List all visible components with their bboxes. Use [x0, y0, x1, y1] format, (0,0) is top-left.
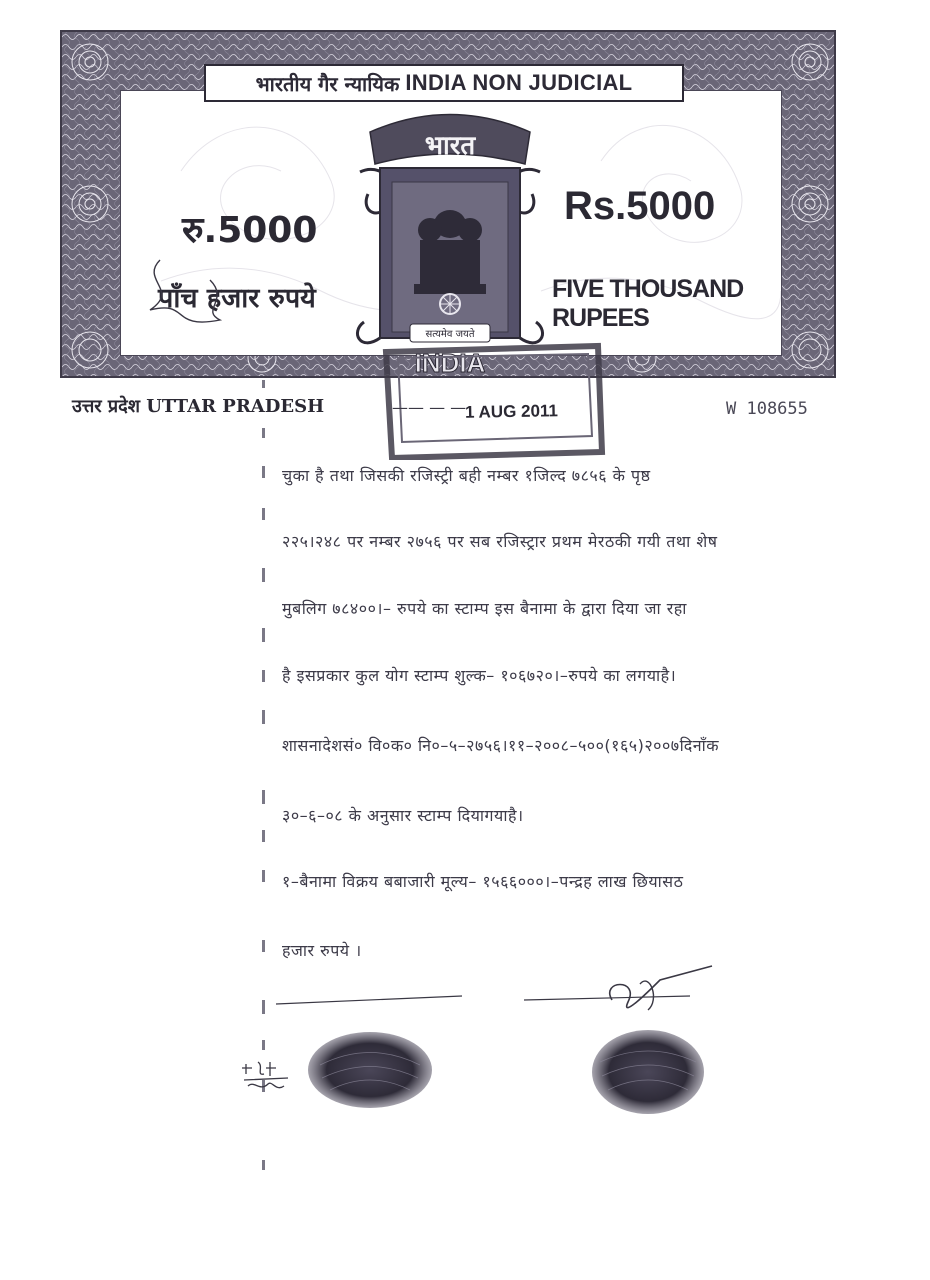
body-line-7: १–बैनामा विक्रय बबाजारी मूल्य– १५६६०००।–पन्द्रह लाख छियासठ	[282, 872, 684, 891]
ashoka-emblem-icon	[350, 102, 550, 378]
emblem-top-label: भारत	[424, 131, 476, 161]
date-stamp-text: 1 AUG 2011	[464, 401, 559, 422]
body-line-5: शासनादेशसं० वि०क० नि०–५–२७५६।११–२००८–५००(१६५)२००७दिनाँक	[282, 736, 720, 755]
value-english: Rs.5000	[564, 184, 716, 228]
header-english: INDIA NON JUDICIAL	[405, 70, 633, 95]
state-label: उत्तर प्रदेश UTTAR PRADESH	[72, 396, 325, 417]
emblem-bottom-label: INDIA	[414, 348, 486, 378]
value-hindi: रु.5000	[182, 210, 318, 251]
value-words-hindi: पाँच हजार रुपये	[158, 283, 316, 314]
body-line-6: ३०–६–०८ के अनुसार स्टाम्प दियागयाहै।	[282, 806, 524, 825]
value-words-english: FIVE THOUSAND RUPEES	[552, 275, 744, 332]
date-stamp-dash: —— — —	[392, 398, 467, 417]
body-line-4: है इसप्रकार कुल योग स्टाम्प शुल्क– १०६७२०।–रुपये का लगयाहै।	[282, 666, 677, 685]
stamp-header	[204, 64, 684, 102]
signature-line-right	[524, 996, 690, 1000]
signature-scribble-right	[610, 966, 712, 1008]
body-line-3: मुबलिग ७८४००।– रुपये का स्टाम्प इस बैनामा के द्वारा दिया जा रहा	[282, 599, 687, 618]
header-hindi: भारतीय गैर न्यायिक	[255, 71, 400, 96]
serial-number: W 108655	[726, 399, 808, 419]
body-line-8: हजार रुपये ।	[282, 941, 362, 960]
body-line-2: २२५।२४८ पर नम्बर २७५६ पर सब रजिस्ट्रार प्रथम मेरठकी गयी तथा शेष	[282, 532, 718, 551]
emblem-motto: सत्यमेव जयते	[425, 329, 475, 340]
margin-note-handwriting	[240, 1056, 300, 1102]
thumbprint-right	[592, 1030, 704, 1114]
signature-line-left	[276, 996, 462, 1004]
thumbprint-left	[308, 1032, 432, 1108]
body-line-1: चुका है तथा जिसकी रजिस्ट्री बही नम्बर १जिल्द ७८५६ के पृष्ठ	[282, 466, 651, 485]
stamp-signature-scribble	[130, 250, 240, 340]
